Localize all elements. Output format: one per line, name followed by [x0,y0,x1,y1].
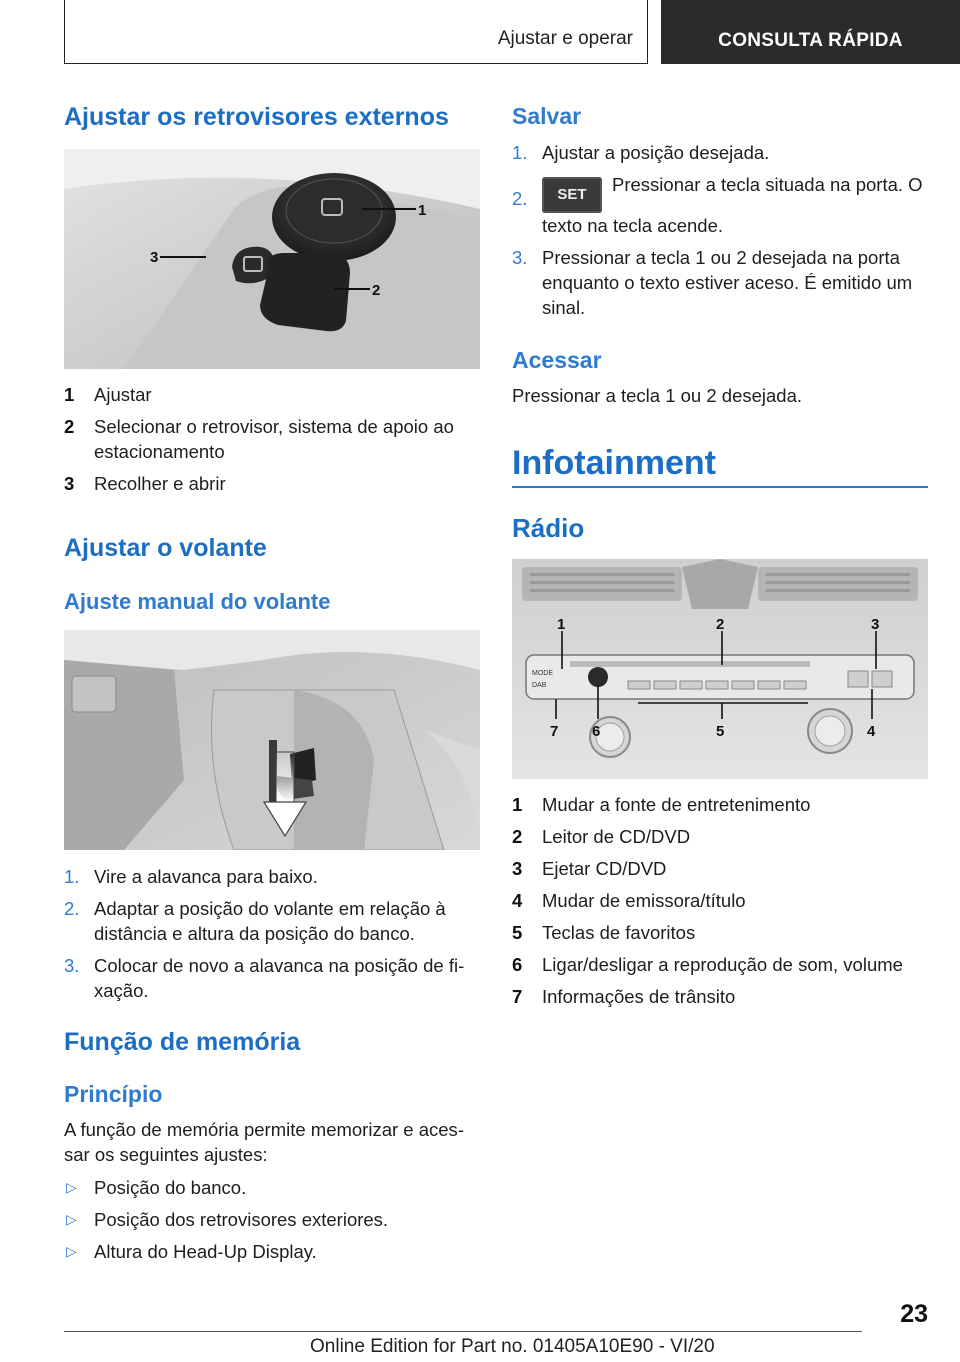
page-number: 23 [900,1300,928,1328]
memory-bullets [64,1175,480,1271]
list-item [512,140,928,165]
set-key-icon: SET [542,177,602,213]
step-number: 1. [512,142,528,163]
access-heading: Acessar [512,347,602,373]
bullet-text: Posição dos retrovisores exteriores. [94,1209,389,1230]
item-number: 3 [64,473,75,494]
triangle-bullet-icon: ▷ [66,1211,77,1227]
step-text: Ajustar a posição desejada. [542,142,770,163]
step-number: 3. [64,955,80,976]
item-number: 2 [512,826,523,847]
chapter-title: CONSULTA RÁPIDA [718,30,903,51]
footer-rule [64,1331,862,1332]
list-item [512,245,928,320]
list-item [512,792,928,817]
mirror-controls-illustration [64,149,480,369]
list-item [64,1175,480,1200]
header-section-title: Ajustar e operar [497,28,633,49]
radio-callout-2: 2 [716,616,725,633]
step-text: Adaptar a posição do volante em relação à distância e altura da posição do banco. [94,898,446,944]
chapter-tab [661,0,960,64]
step-number: 1. [64,866,80,887]
wheel-heading: Ajustar o volante [64,534,267,562]
radio-heading: Rádio [512,513,585,543]
list-item [64,896,480,946]
running-header [64,0,648,64]
radio-panel-illustration [512,559,928,779]
item-number: 6 [512,954,523,975]
step-number: 2. [64,898,80,919]
step-text: Vire a alavanca para baixo. [94,866,318,887]
list-item [64,864,480,889]
item-text: Ligar/desligar a reprodução de som, volume [542,954,903,975]
list-item [512,984,928,1009]
mirrors-heading: Ajustar os retrovisores externos [64,103,449,131]
mirror-controls-figure [64,149,480,369]
item-number: 7 [512,986,523,1007]
brand-label: DAB [532,682,547,689]
mirror-legend [64,382,480,503]
save-steps [512,140,928,327]
item-text: Recolher e abrir [94,473,226,494]
item-number: 1 [64,384,75,405]
mirror-callout-3: 3 [150,249,159,266]
list-item [512,172,928,238]
access-text: Pressionar a tecla 1 ou 2 desejada. [512,385,803,406]
mode-label: MODE [532,670,553,677]
radio-callout-1: 1 [557,616,566,633]
item-number: 4 [512,890,523,911]
list-item [512,824,928,849]
list-item [64,1239,480,1264]
item-text: Informações de trânsito [542,986,736,1007]
item-text: Mudar a fonte de entretenimento [542,794,811,815]
triangle-bullet-icon: ▷ [66,1243,77,1259]
list-item [64,382,480,407]
radio-panel-figure [512,559,928,779]
wheel-steps [64,864,480,1010]
mirror-callout-2: 2 [372,282,381,299]
radio-callout-4: 4 [867,723,876,740]
step-text: Pressionar a tecla 1 ou 2 desejada na porta enquanto o texto estiver aceso. É emitido um sinal. [542,247,913,318]
section-rule [512,486,928,488]
item-text: Selecionar o retrovisor, sistema de apoio ao estacionamento [94,416,454,462]
item-number: 1 [512,794,523,815]
memory-heading: Função de memória [64,1028,301,1056]
triangle-bullet-icon: ▷ [66,1179,77,1195]
mirror-callout-1: 1 [418,202,427,219]
list-item [512,856,928,881]
memory-subheading: Princípio [64,1081,163,1107]
radio-callout-6: 6 [592,723,601,740]
radio-callout-7: 7 [550,723,559,740]
list-item [64,471,480,496]
step-text: Colocar de novo a alavanca na posição de fixação. [94,955,465,1001]
list-item [512,920,928,945]
bullet-text: Posição do banco. [94,1177,247,1198]
bullet-text: Altura do Head-Up Display. [94,1241,317,1262]
radio-callout-5: 5 [716,723,725,740]
item-text: Ejetar CD/DVD [542,858,667,879]
steering-lever-figure [64,630,480,850]
step-text: Pressionar a tecla situada na porta. O texto na tecla acende. [542,174,923,236]
item-number: 5 [512,922,523,943]
memory-intro: A função de memória permite memorizar e acessar os seguintes ajustes: [64,1119,464,1165]
list-item [64,953,480,1003]
infotainment-heading: Infotainment [512,444,716,482]
radio-callout-3: 3 [871,616,880,633]
item-text: Mudar de emissora/título [542,890,746,911]
step-number: 2. [512,188,528,209]
list-item [64,1207,480,1232]
list-item [512,952,928,977]
steering-lever-illustration [64,630,480,850]
save-heading: Salvar [512,103,582,129]
wheel-subheading: Ajuste manual do volante [64,589,331,614]
step-number: 3. [512,247,528,268]
item-number: 2 [64,416,75,437]
list-item [64,414,480,464]
item-text: Ajustar [94,384,152,405]
list-item [512,888,928,913]
item-text: Leitor de CD/DVD [542,826,691,847]
radio-legend [512,792,928,1016]
item-number: 3 [512,858,523,879]
item-text: Teclas de favoritos [542,922,696,943]
footer-edition: Online Edition for Part no. 01405A10E90 - VI/20 [310,1336,715,1357]
